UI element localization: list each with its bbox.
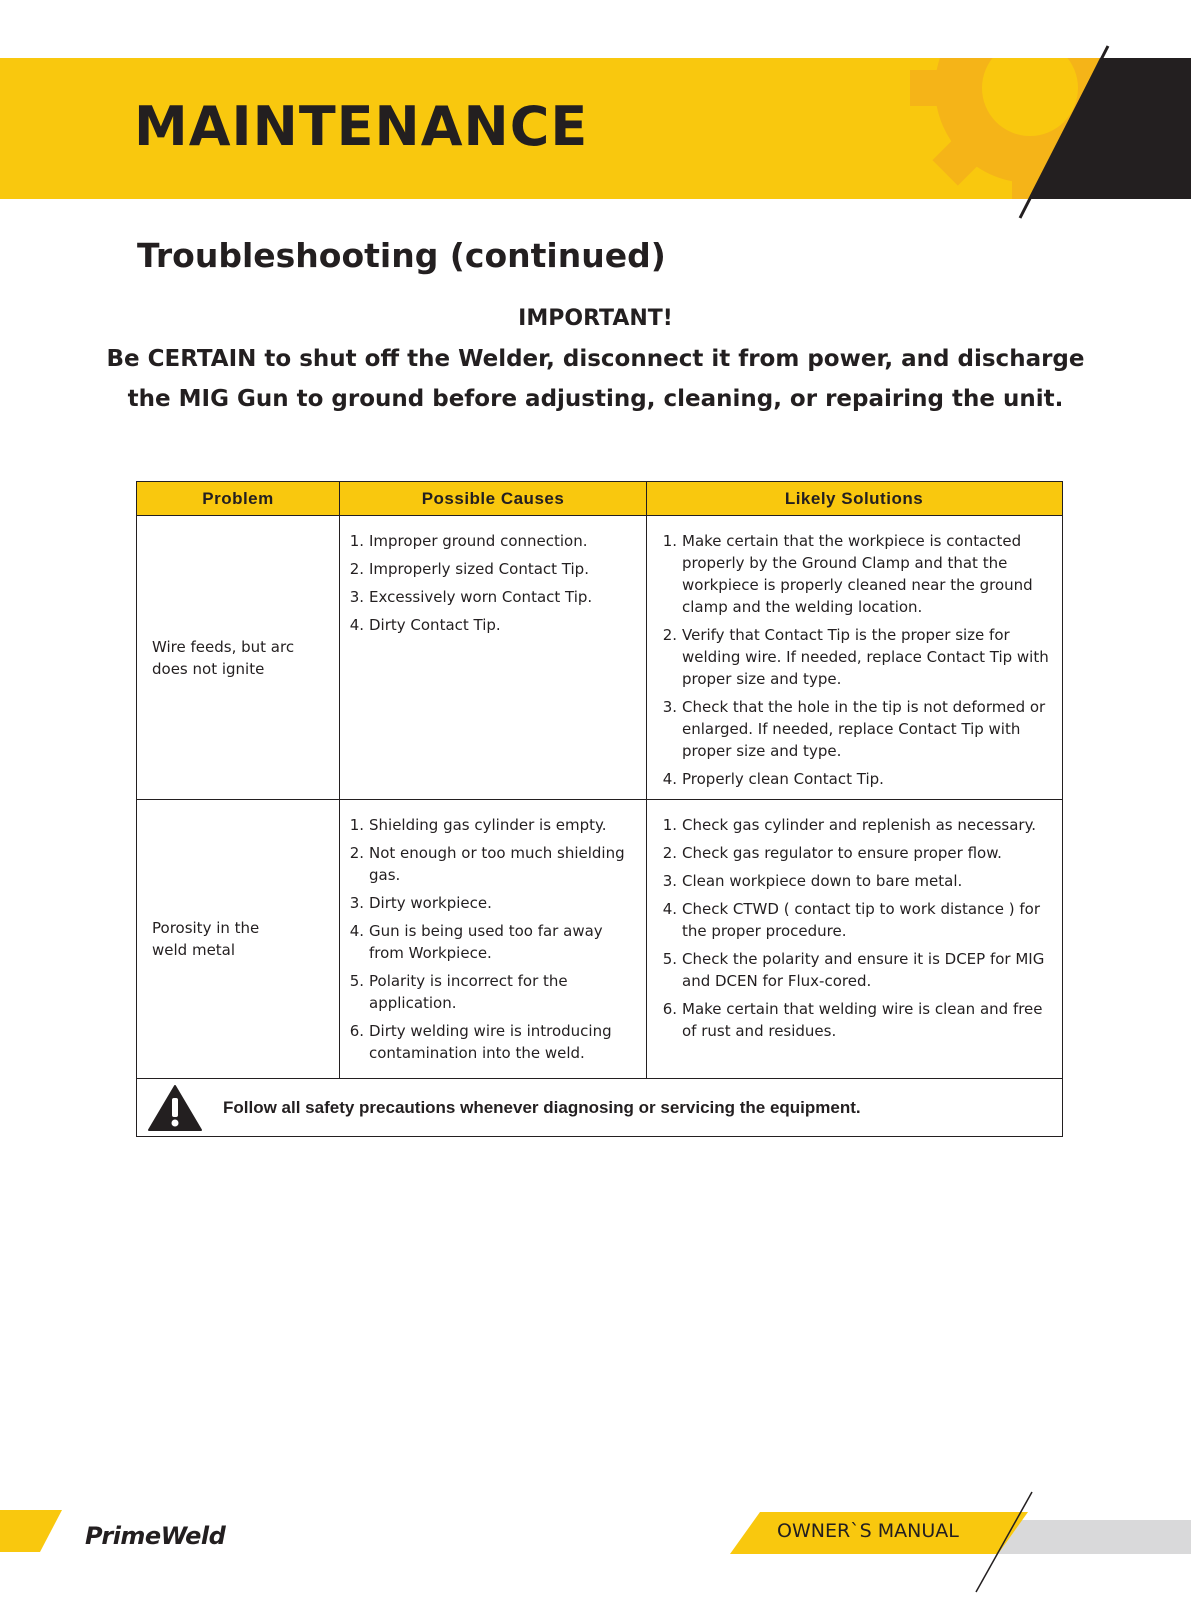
problem-cell [137,516,340,799]
important-heading: IMPORTANT! [518,306,673,331]
brand-logo: PrimeWeld [85,1522,226,1550]
list-item: 2. Improperly sized Contact Tip. [349,560,589,578]
list-item: 2. Check gas regulator to ensure proper flow. [662,844,1002,862]
list-item: 4. Dirty Contact Tip. [349,616,501,634]
important-line-2: the MIG Gun to ground before adjusting, cleaning, or repairing the unit. [127,386,1064,412]
safety-note: Follow all safety precautions whenever diagnosing or servicing the equipment. [223,1097,861,1117]
important-line-1: Be CERTAIN to shut off the Welder, disconnect it from power, and discharge [106,346,1085,372]
list-item: 1. Check gas cylinder and replenish as necessary. [662,816,1037,834]
list-item: 3. Excessively worn Contact Tip. [349,588,593,606]
list-item: 1. Shielding gas cylinder is empty. [349,816,607,834]
table-row [137,516,1062,800]
list-item: 5. Polarity is incorrect for the application. [349,972,568,1012]
problem-cell [137,800,340,1078]
page-title: MAINTENANCE [134,95,589,158]
list-item: 5. Check the polarity and ensure it is DCEP for MIG and DCEN for Flux-cored. [662,950,1045,990]
list-item: 4. Check CTWD ( contact tip to work distance ) for the proper procedure. [662,900,1041,940]
warning-triangle-icon [147,1084,203,1132]
problem-text-line: Wire feeds, but arc [152,637,295,656]
footer-accent-left [0,1506,70,1556]
troubleshooting-table [136,481,1063,1137]
list-item: 1. Make certain that the workpiece is contacted properly by the Ground Clamp and that the workpiece is properly cleaned near the ground clamp and the welding location. [662,532,1033,616]
list-item: 6. Dirty welding wire is introducing contamination into the weld. [349,1022,612,1062]
list-item: 2. Verify that Contact Tip is the proper size for welding wire. If needed, replace Contact Tip with proper size and type. [662,626,1049,688]
problem-text-line: weld metal [152,941,236,959]
list-item: 4. Gun is being used too far away from Workpiece. [349,922,603,962]
section-title: Troubleshooting (continued) [137,236,666,275]
list-item: 1. Improper ground connection. [349,532,588,550]
table-header-row [137,482,1062,516]
solutions-cell [647,800,1061,1078]
table-row [137,800,1062,1079]
list-item: 3. Clean workpiece down to bare metal. [662,872,963,890]
list-item: 3. Check that the hole in the tip is not deformed or enlarged. If needed, replace Contact Tip with proper size and type. [662,698,1046,760]
header-problem: Problem [137,482,340,515]
problem-text-line: does not ignite [152,659,265,678]
list-item: 2. Not enough or too much shielding gas. [349,844,625,884]
footer-accent-right [730,1488,1191,1620]
list-item: 3. Dirty workpiece. [349,894,492,912]
header-likely-solutions: Likely Solutions [784,488,924,508]
list-item: 6. Make certain that welding wire is clean and free of rust and residues. [662,1000,1043,1040]
list-item: 4. Properly clean Contact Tip. [662,770,884,788]
header-possible-causes: Possible Causes [340,482,647,515]
solutions-cell [647,516,1061,799]
owners-manual-label: OWNER`S MANUAL [777,1520,959,1542]
causes-cell [340,516,647,799]
problem-text-line: Porosity in the [152,919,260,937]
causes-cell [340,800,647,1078]
safety-note-row [137,1079,1062,1136]
